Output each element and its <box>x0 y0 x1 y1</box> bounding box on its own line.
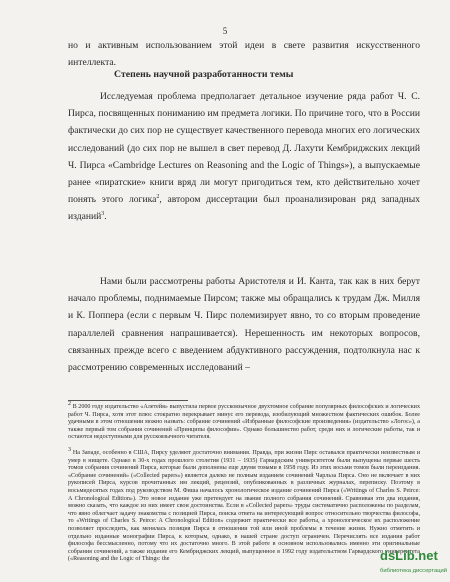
paragraph-research-problem-cont: , автором диссертации был проанализирован ряд западных изданий <box>68 194 420 223</box>
paragraph-research-problem-tail: . <box>104 211 107 223</box>
paragraph-intro-end: но и активным использованием этой идеи в свете развития искусственного интеллекта. <box>68 40 420 69</box>
paragraph-research-problem <box>68 88 420 226</box>
watermark-logo-text: dsLib.net <box>380 548 438 563</box>
page-number: 5 <box>222 26 228 36</box>
watermark-subtitle: библиотека диссертаций <box>380 568 447 574</box>
footnote-3-text: На Западе, особенно в США, Пирсу уделяют достаточно внимания. Правда, при жизни Пирс оставался практически неизвестным и умер в нищете. Однако в 30-х годах прошлого столетия (1931 – 1935) Гарвардским университетом были выпущены первые шесть томов собрания сочинений Пирса, которые были дополнены еще двумя томами в 1958 году. Из этих восьми томов были переиздания. «Собрание сочинений» («Collected papers») является далеко не полным изданием сочинений Чарльза Пирса. Оно не включает в них рукописей Пирса, курсов прочитанных им лекций, рецензий, опубликованных в различных журналах, переписку. Поэтому в восьмидесятых годах под руководством М. Фиша началось хронологическое издание сочинений Пирса («Writings of Charles S. Peirce: A Chronological Edition»). Это новое издание уже претендует на звание полного собрания сочинений. Сравнивая эти два издания, можно сказать, что каждое из них имеет свои достоинства. Если в «Collected papers» труды систематично расположены по разделам, что явно облегчает задачу знакомства с позицией Пирса, поиска ответа на интересующий вопрос относительно творчества философа, то «Writings of Charles S. Peirce: A Chronological Edition» содержит практически все работы, а хронологическое их расположение позволяет проследить, как менялась позиция Пирса в отношении той или иной проблемы в течение жизни. Нужно отметить и отдельно изданные монографии Пирса, к которым, однако, в нашей стране доступ ограничен. Перечислять все издания работ философа бессмысленно, потому что их достаточно много. В этой работе в основном использовались именно эти оригинальные собрания сочинений, а также издание его Кембриджских лекций, выпущенное в 1992 году издательством Гарвардского университета («Reasoning and the Logic of Things: the <box>68 450 420 563</box>
footnote-2 <box>68 401 420 442</box>
footnote-divider <box>68 400 188 401</box>
footnote-2-text: В 2000 году издательство «Алетейя» выпустила первое русскоязычное двухтомное собрание популярных философских и логических работ Ч. Пирса, хотя этот плюс стократно перекрывает минус его перевода, изобилующий множеством фактических ошибок. Более удачными в этом отношении можно назвать: собрание сочинений «Избранные философские произведения» (издательство «Логос»), а также первый том собрания сочинений «Принципы философии». Однако большинство работ, среди них и логические работы, так и остаются недоступными для русскоязычного читателя. <box>68 404 420 441</box>
footnote-ref-2[interactable]: 2 <box>156 194 160 201</box>
paragraph-sources: Нами были рассмотрены работы Аристотеля и И. Канта, так как в них берут начало проблемы, поднимаемые Пирсом; также мы обращались к трудам Дж. Милля и К. Поппера (если с первым Ч. Пирс полемизирует явно, то со вторым проведение параллелей сравнения напрашивается). Нерешенность им некоторых вопросов, связанных прежде всего с введением абдуктивного рассуждения, подтолкнула нас к рассмотрению современных исследований – <box>68 276 420 374</box>
section-heading: Степень научной разработанности темы <box>114 69 294 80</box>
paragraph-research-problem-text: Исследуемая проблема предполагает детальное изучение ряда работ Ч. С. Пирса, посвященных пониманию им предмета логики. По причине того, что в России фактически до сих пор не существует качественного перевода многих его логических исследований (до сих пор не вышел в свет перевод Д. Лахути Кембриджских лекций Ч. Пирса «Cambridge Lectures on Reasoning and the Logic of Things»), а выпускаемые ранее «пиратские» книги вряд ли могут пригодиться тем, кто действительно хочет понять этого логика <box>68 91 420 206</box>
site-watermark[interactable] <box>380 540 450 582</box>
footnote-3 <box>68 447 420 564</box>
footnote-2-marker: 2 <box>68 401 71 407</box>
footnote-ref-3[interactable]: 3 <box>101 211 105 218</box>
footnote-3-marker: 3 <box>68 447 71 453</box>
